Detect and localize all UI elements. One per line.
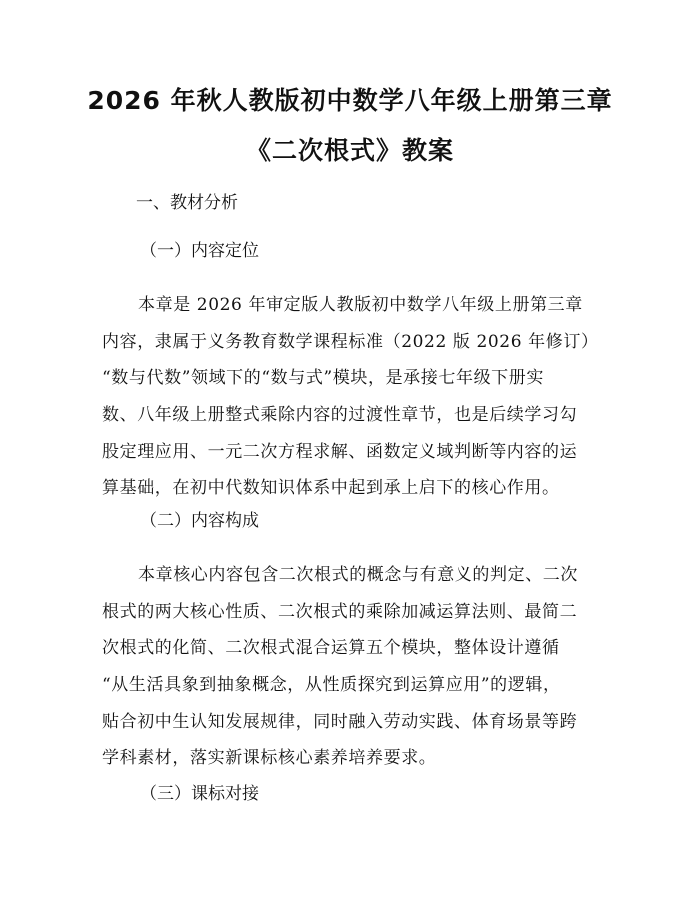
paragraph-line: 本章核心内容包含二次根式的概念与有意义的判定、二次 — [138, 565, 578, 585]
document-title-line-2: 《二次根式》教案 — [245, 136, 454, 165]
subheading-content-composition: （二）内容构成 — [140, 511, 259, 531]
paragraph-line: 学科素材，落实新课标核心素养培养要求。 — [102, 748, 437, 769]
paragraph-line: 根式的两大核心性质、二次根式的乘除加减运算法则、最简二 — [102, 601, 578, 622]
section-heading-textbook-analysis: 一、教材分析 — [136, 193, 238, 213]
paragraph-line: “数与代数”领域下的“数与式”模块，是承接七年级下册实 — [102, 368, 544, 389]
paragraph-line: 股定理应用、一元二次方程求解、函数定义域判断等内容的运 — [102, 441, 578, 462]
paragraph-line: 算基础，在初中代数知识体系中起到承上启下的核心作用。 — [102, 478, 560, 499]
subheading-curriculum-alignment: （三）课标对接 — [140, 784, 259, 804]
paragraph-line: “从生活具象到抽象概念，从性质探究到运算应用”的逻辑， — [102, 675, 561, 696]
paragraph-line: 次根式的化简、二次根式混合运算五个模块，整体设计遵循 — [102, 638, 560, 659]
subheading-content-positioning: （一）内容定位 — [140, 241, 259, 261]
paragraph-line: 贴合初中生认知发展规律，同时融入劳动实践、体育场景等跨 — [102, 711, 578, 732]
paragraph-line: 本章是 2026 年审定版人教版初中数学八年级上册第三章 — [138, 295, 583, 315]
paragraph-line: 数、八年级上册整式乘除内容的过渡性章节，也是后续学习勾 — [102, 405, 578, 426]
paragraph-content-composition — [102, 557, 602, 777]
document-title-line-1: 2026 年秋人教版初中数学八年级上册第三章 — [87, 86, 613, 115]
paragraph-content-positioning — [102, 287, 602, 507]
paragraph-line: 内容，隶属于义务教育数学课程标准（2022 版 2026 年修订） — [102, 331, 599, 352]
